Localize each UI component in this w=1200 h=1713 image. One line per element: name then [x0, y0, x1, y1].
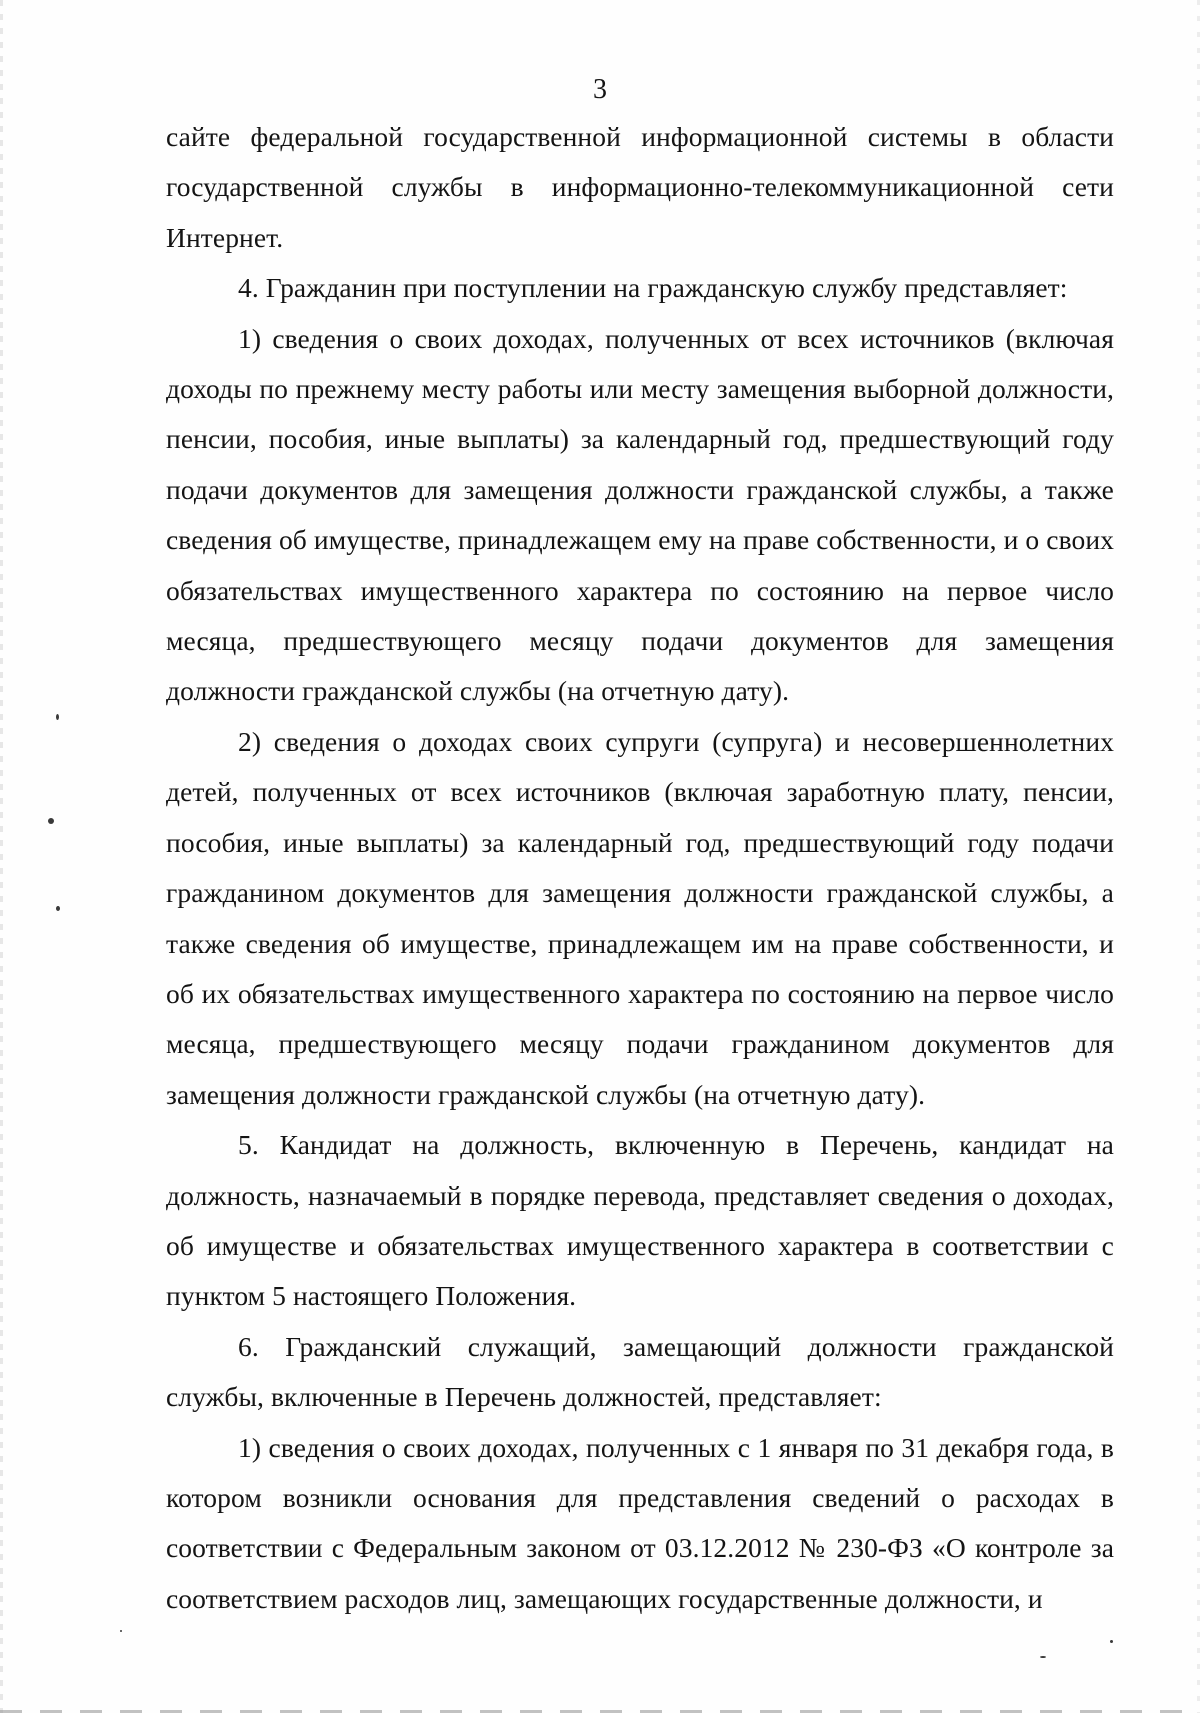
paragraph-item-4: 4. Гражданин при поступлении на гражданскую службу представляет:	[238, 272, 1068, 304]
scan-speck	[56, 714, 59, 720]
paragraph-item-4-1: 1) сведения о своих доходах, полученных от всех источников (включая доходы по прежнему месту работы или месту замещения выборной должности, пенсии, пособия, иные выплаты) за календарный год, предшествующий году подачи документов для замещения должности гражданской службы, а также сведения об имуществе, принадлежащем ему на праве собственности, и о своих обязательствах имущественного характера по состоянию на первое число месяца, предшествующего месяцу подачи документов для замещения должности гражданской службы (на отчетную дату).	[166, 322, 1114, 707]
scan-speck	[56, 906, 60, 911]
paragraph-item-6: 6. Гражданский служащий, замещающий должности гражданской службы, включенные в Перечень должностей, представляет:	[166, 1330, 1114, 1413]
paragraph-item-5: 5. Кандидат на должность, включенную в Перечень, кандидат на должность, назначаемый в порядке перевода, представляет сведения о доходах, об имуществе и обязательствах имущественного характера в соответствии с пунктом 5 настоящего Положения.	[166, 1129, 1114, 1312]
paragraph-item-4-2: 2) сведения о доходах своих супруги (супруга) и несовершеннолетних детей, полученных от всех источников (включая заработную плату, пенсии, пособия, иные выплаты) за календарный год, предшествующий году подачи гражданином документов для замещения должности гражданской службы, а также сведения об имуществе, принадлежащем им на праве собственности, и об их обязательствах имущественного характера по состоянию на первое число месяца, предшествующего месяцу подачи гражданином документов для замещения должности гражданской службы (на отчетную дату).	[166, 725, 1114, 1110]
document-body	[166, 112, 1114, 1624]
page-number: 3	[593, 74, 607, 105]
scan-speck	[48, 818, 54, 824]
scan-speck	[1040, 1656, 1046, 1658]
paragraph-item-6-1: 1) сведения о своих доходах, полученных с 1 января по 31 декабря года, в котором возникли основания для представления сведений о расходах в соответствии с Федеральным законом от 03.12.2012 № 230-ФЗ «О контроле за соответствием расходов лиц, замещающих государственные должности, и	[166, 1431, 1114, 1614]
scan-speck	[120, 1630, 122, 1632]
scan-left-edge	[0, 0, 3, 1713]
scan-speck	[1110, 1640, 1113, 1643]
paragraph-continuation: сайте федеральной государственной информационной системы в области государственной службы в информационно-телекоммуникационной сети Интернет.	[166, 121, 1114, 253]
